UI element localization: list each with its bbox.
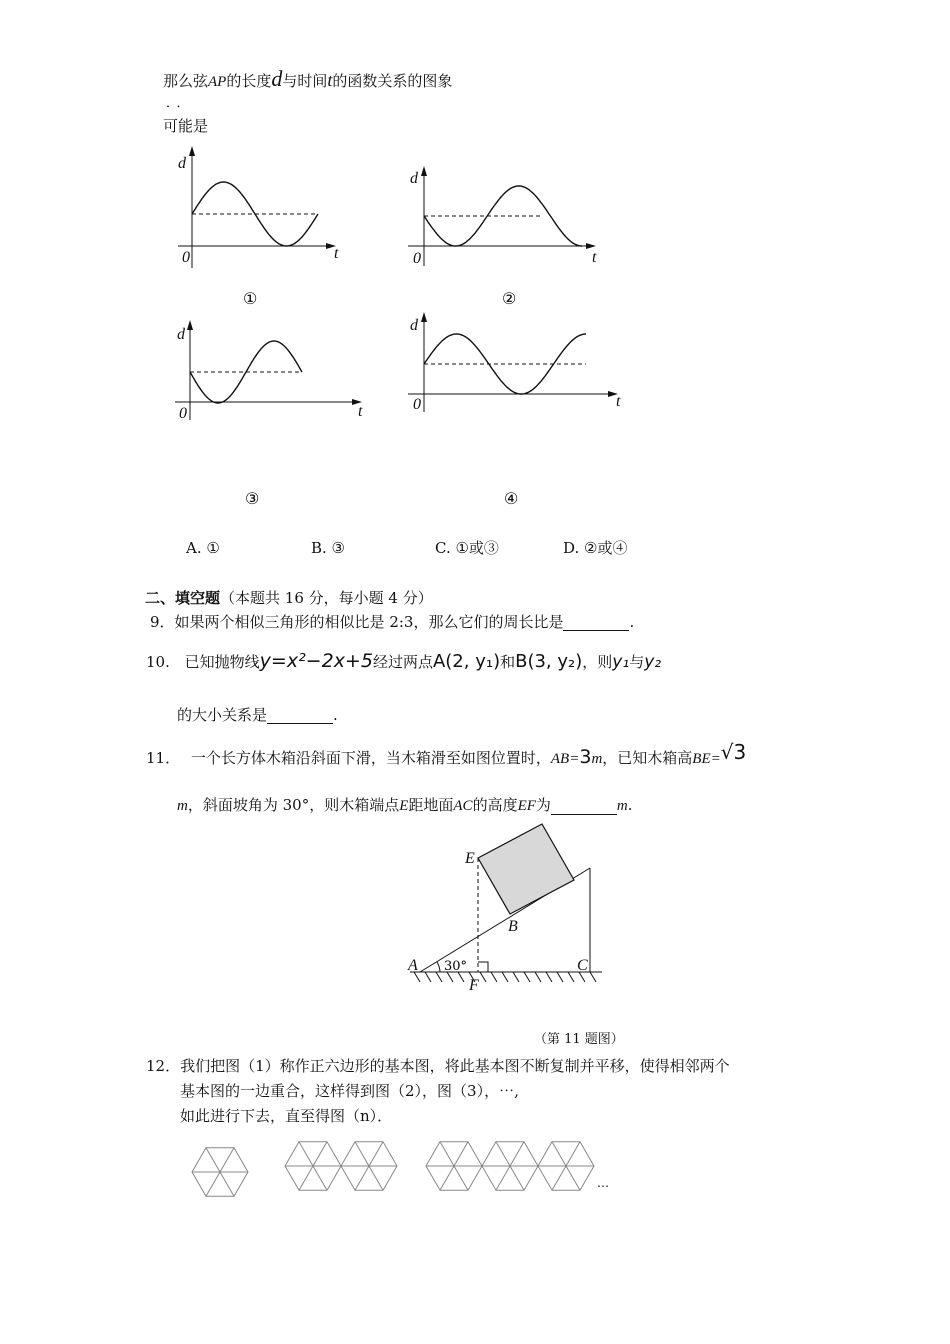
q10-point-b: B(3, y₂): [515, 651, 583, 672]
graph-4-origin: 0: [413, 396, 421, 413]
graph-1-number: ①: [243, 289, 258, 308]
q10-formula: y=x²−2x+5: [259, 650, 373, 672]
q11-text-c: ，斜面坡角为 30°，则木箱端点: [187, 796, 400, 814]
question-10-line2: [177, 706, 338, 724]
q12-ellipsis: …: [597, 1176, 609, 1190]
q11-end: .: [627, 796, 633, 814]
q10-text-b: 经过两点: [372, 653, 433, 671]
q10-text-e: 与: [629, 653, 645, 671]
hexagon-base-figure: [426, 1142, 482, 1190]
hexagon-base-figure: [482, 1142, 538, 1190]
q11-answer-blank[interactable]: [551, 800, 617, 815]
q10-end: .: [333, 706, 338, 724]
q11-point-e: E: [399, 798, 409, 814]
q11-be: BE=: [692, 751, 721, 767]
q10-y1: y₁: [612, 652, 630, 672]
emphasis-dots: ．．: [166, 96, 194, 111]
section-note: （本题共 16 分，每小题 4 分）: [220, 589, 433, 607]
label-c: C: [577, 957, 588, 974]
hexagon-base-figure: [538, 1142, 594, 1190]
graph-4: [408, 312, 621, 413]
intro-text-b: 的长度: [226, 72, 272, 90]
q10-point-a: A(2, y₁): [432, 651, 501, 672]
graph-2-number: ②: [502, 289, 517, 308]
q12-line2: 基本图的一边重合，这样得到图（2），图（3），⋯,: [180, 1082, 519, 1100]
intro-text-c: 与时间: [282, 72, 328, 90]
q11-text-a: 一个长方体木箱沿斜面下滑，当木箱滑至如图位置时，: [190, 749, 551, 767]
graph-1-t-label: t: [334, 245, 339, 262]
q11-answer-unit: m: [616, 798, 628, 814]
q11-text-e: 的高度: [472, 796, 518, 814]
q10-text-d: ，则: [582, 653, 613, 671]
q9-text: 如果两个相似三角形的相似比是 2:3，那么它们的周长比是: [174, 613, 564, 631]
label-e: E: [465, 850, 475, 867]
intro-text-a: 那么弦: [163, 72, 209, 90]
section-heading: [145, 589, 433, 607]
graph-3-d-label: d: [177, 326, 185, 343]
q10-number: 10.: [146, 653, 170, 671]
label-b: B: [508, 918, 518, 935]
choice-a[interactable]: A. ①: [186, 539, 220, 557]
graph-4-number: ④: [504, 489, 519, 508]
q10-y2: y₂: [644, 652, 662, 672]
q11-sqrt-3: √3: [720, 740, 747, 764]
question-10: [146, 650, 661, 673]
q10-text-a: 已知抛物线: [184, 653, 260, 671]
hexagon-base-figure: [192, 1148, 248, 1196]
q11-text-f: 为: [535, 796, 551, 814]
graph-2-origin: 0: [413, 250, 421, 267]
graph-4-t-label: t: [616, 393, 621, 410]
q11-ef: EF: [517, 798, 536, 814]
graph-1-d-label: d: [178, 155, 186, 172]
question-11: [146, 740, 746, 769]
label-f: F: [469, 977, 479, 994]
q11-text-b: ，已知木箱高: [602, 749, 693, 767]
graph-1: [178, 146, 339, 268]
q11-text-d: 距地面: [408, 796, 454, 814]
q10-text-line2: 的大小关系是: [177, 706, 268, 724]
graph-3-number: ③: [245, 489, 260, 508]
question-12: [146, 1057, 730, 1075]
graph-2-d-label: d: [410, 170, 418, 187]
wooden-box: [478, 824, 574, 914]
intro-chord-ap: AP: [208, 74, 227, 90]
q11-ab: AB=: [550, 751, 580, 767]
label-a: A: [408, 957, 418, 974]
intro-line2: 可能是: [163, 117, 209, 135]
q10-answer-blank[interactable]: [267, 709, 333, 724]
graph-1-origin: 0: [182, 249, 190, 266]
q12-line3: 如此进行下去，直至得图（n）．: [180, 1107, 393, 1125]
q11-figure: [407, 824, 602, 994]
intro-var-d: d: [271, 66, 283, 91]
q9-end: .: [629, 613, 635, 631]
choice-d[interactable]: D. ②或④: [563, 539, 628, 557]
q11-unit-m: m: [177, 798, 188, 814]
q10-text-c: 和: [500, 653, 516, 671]
question-11-line2: [177, 796, 633, 815]
question-9: [150, 613, 634, 631]
q11-ab-value: 3: [579, 746, 592, 768]
graph-2: [408, 166, 597, 267]
section-title: 二、填空题: [145, 589, 221, 607]
choice-c[interactable]: C. ①或③: [435, 539, 499, 557]
q9-answer-blank[interactable]: [563, 616, 629, 631]
graph-3: [175, 320, 363, 422]
q11-ab-unit: m: [591, 751, 603, 767]
q11-ac: AC: [453, 798, 473, 814]
graph-3-t-label: t: [358, 403, 363, 420]
hexagon-base-figure: [285, 1142, 341, 1190]
right-angle-mark: [478, 962, 488, 972]
angle-arc: [437, 962, 440, 972]
q9-number: 9．: [150, 613, 175, 631]
graph-2-t-label: t: [592, 249, 597, 266]
q12-number: 12．: [146, 1057, 181, 1075]
graph-4-d-label: d: [410, 317, 418, 334]
choice-b[interactable]: B. ③: [311, 539, 346, 557]
q11-number: 11．: [146, 749, 181, 767]
q12-hexagon-figures: [192, 1142, 594, 1196]
label-angle: 30°: [444, 959, 468, 974]
graph-3-origin: 0: [179, 405, 187, 422]
intro-text-e: 的函数关系的图象: [332, 72, 453, 90]
hexagon-base-figure: [341, 1142, 397, 1190]
q12-line1: 我们把图（1）称作正六边形的基本图，将此基本图不断复制并平移，使得相邻两个: [180, 1057, 730, 1075]
q11-caption: （第 11 题图）: [534, 1032, 624, 1047]
intro-var-t: t: [327, 70, 333, 90]
